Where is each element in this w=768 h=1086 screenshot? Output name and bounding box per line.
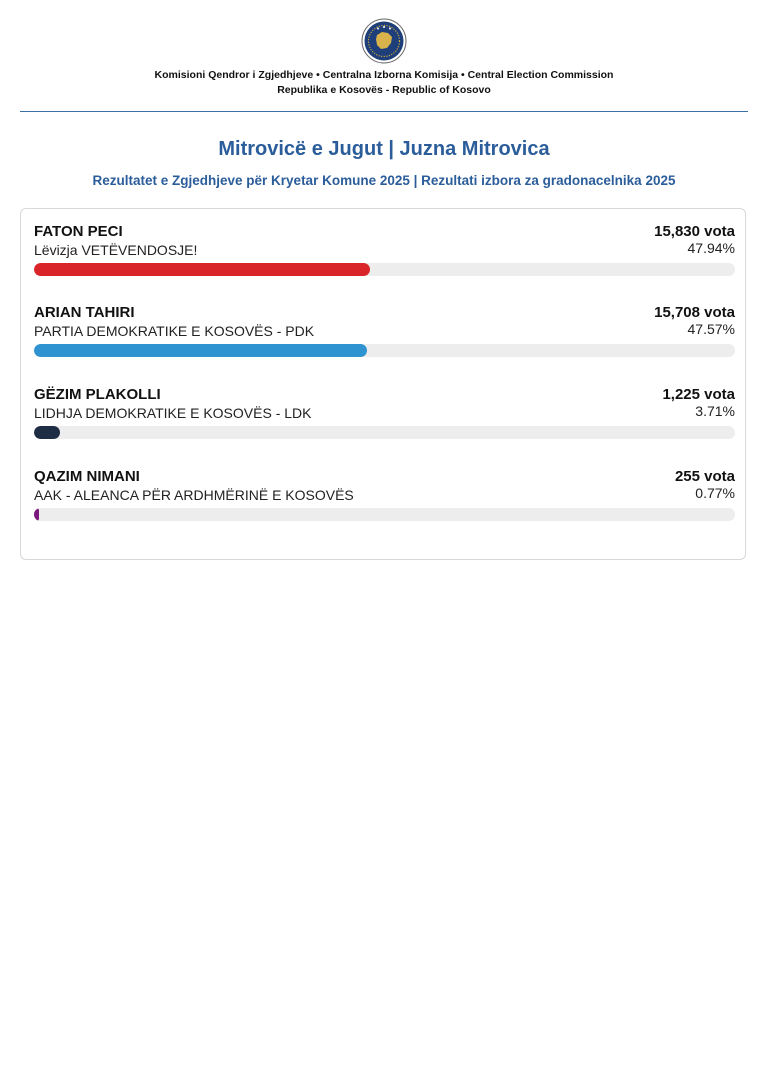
- candidate-percent: 47.57%: [687, 321, 735, 337]
- candidate-row: [34, 304, 735, 364]
- candidate-percent: 3.71%: [695, 403, 735, 419]
- candidate-row: [34, 468, 735, 528]
- candidate-name: GËZIM PLAKOLLI: [34, 386, 161, 403]
- kosovo-election-commission-emblem-icon: [361, 18, 407, 64]
- page-subtitle: Rezultatet e Zgjedhjeve për Kryetar Komune 2025 | Rezultati izbora za gradonacelnika 2025: [92, 173, 676, 188]
- results-card: [20, 208, 746, 560]
- candidate-party: PARTIA DEMOKRATIKE E KOSOVËS - PDK: [34, 323, 315, 339]
- header-divider: [20, 111, 748, 112]
- candidate-party: LIDHJA DEMOKRATIKE E KOSOVËS - LDK: [34, 405, 312, 421]
- progress-bar-fill: [34, 426, 60, 439]
- progress-bar-fill: [34, 344, 367, 357]
- candidate-percent: 47.94%: [687, 240, 735, 256]
- progress-track: [34, 508, 735, 521]
- candidate-votes: 255 vota: [674, 468, 735, 485]
- candidate-party: Lëvizja VETËVENDOSJE!: [34, 242, 198, 258]
- candidate-votes: 15,708 vota: [654, 304, 735, 321]
- progress-bar-fill: [34, 508, 39, 521]
- progress-track: [34, 344, 735, 357]
- progress-bar-fill: [34, 263, 370, 276]
- candidate-percent: 0.77%: [695, 485, 735, 501]
- candidate-party: AAK - ALEANCA PËR ARDHMËRINË E KOSOVËS: [34, 487, 354, 503]
- candidate-row: [34, 223, 735, 283]
- progress-track: [34, 426, 735, 439]
- org-name-line: Komisioni Qendror i Zgjedhjeve • Centralna Izborna Komisija • Central Election Commission: [154, 69, 614, 81]
- candidate-row: [34, 386, 735, 446]
- candidate-name: FATON PECI: [34, 223, 123, 240]
- page-header: [0, 18, 768, 98]
- candidate-name: QAZIM NIMANI: [34, 468, 140, 485]
- candidate-votes: 15,830 vota: [654, 223, 735, 240]
- country-name-line: Republika e Kosovës - Republic of Kosovo: [277, 84, 491, 96]
- candidate-name: ARIAN TAHIRI: [34, 304, 135, 321]
- progress-track: [34, 263, 735, 276]
- page-title: Mitrovicë e Jugut | Juzna Mitrovica: [218, 138, 550, 160]
- candidate-votes: 1,225 vota: [662, 386, 735, 403]
